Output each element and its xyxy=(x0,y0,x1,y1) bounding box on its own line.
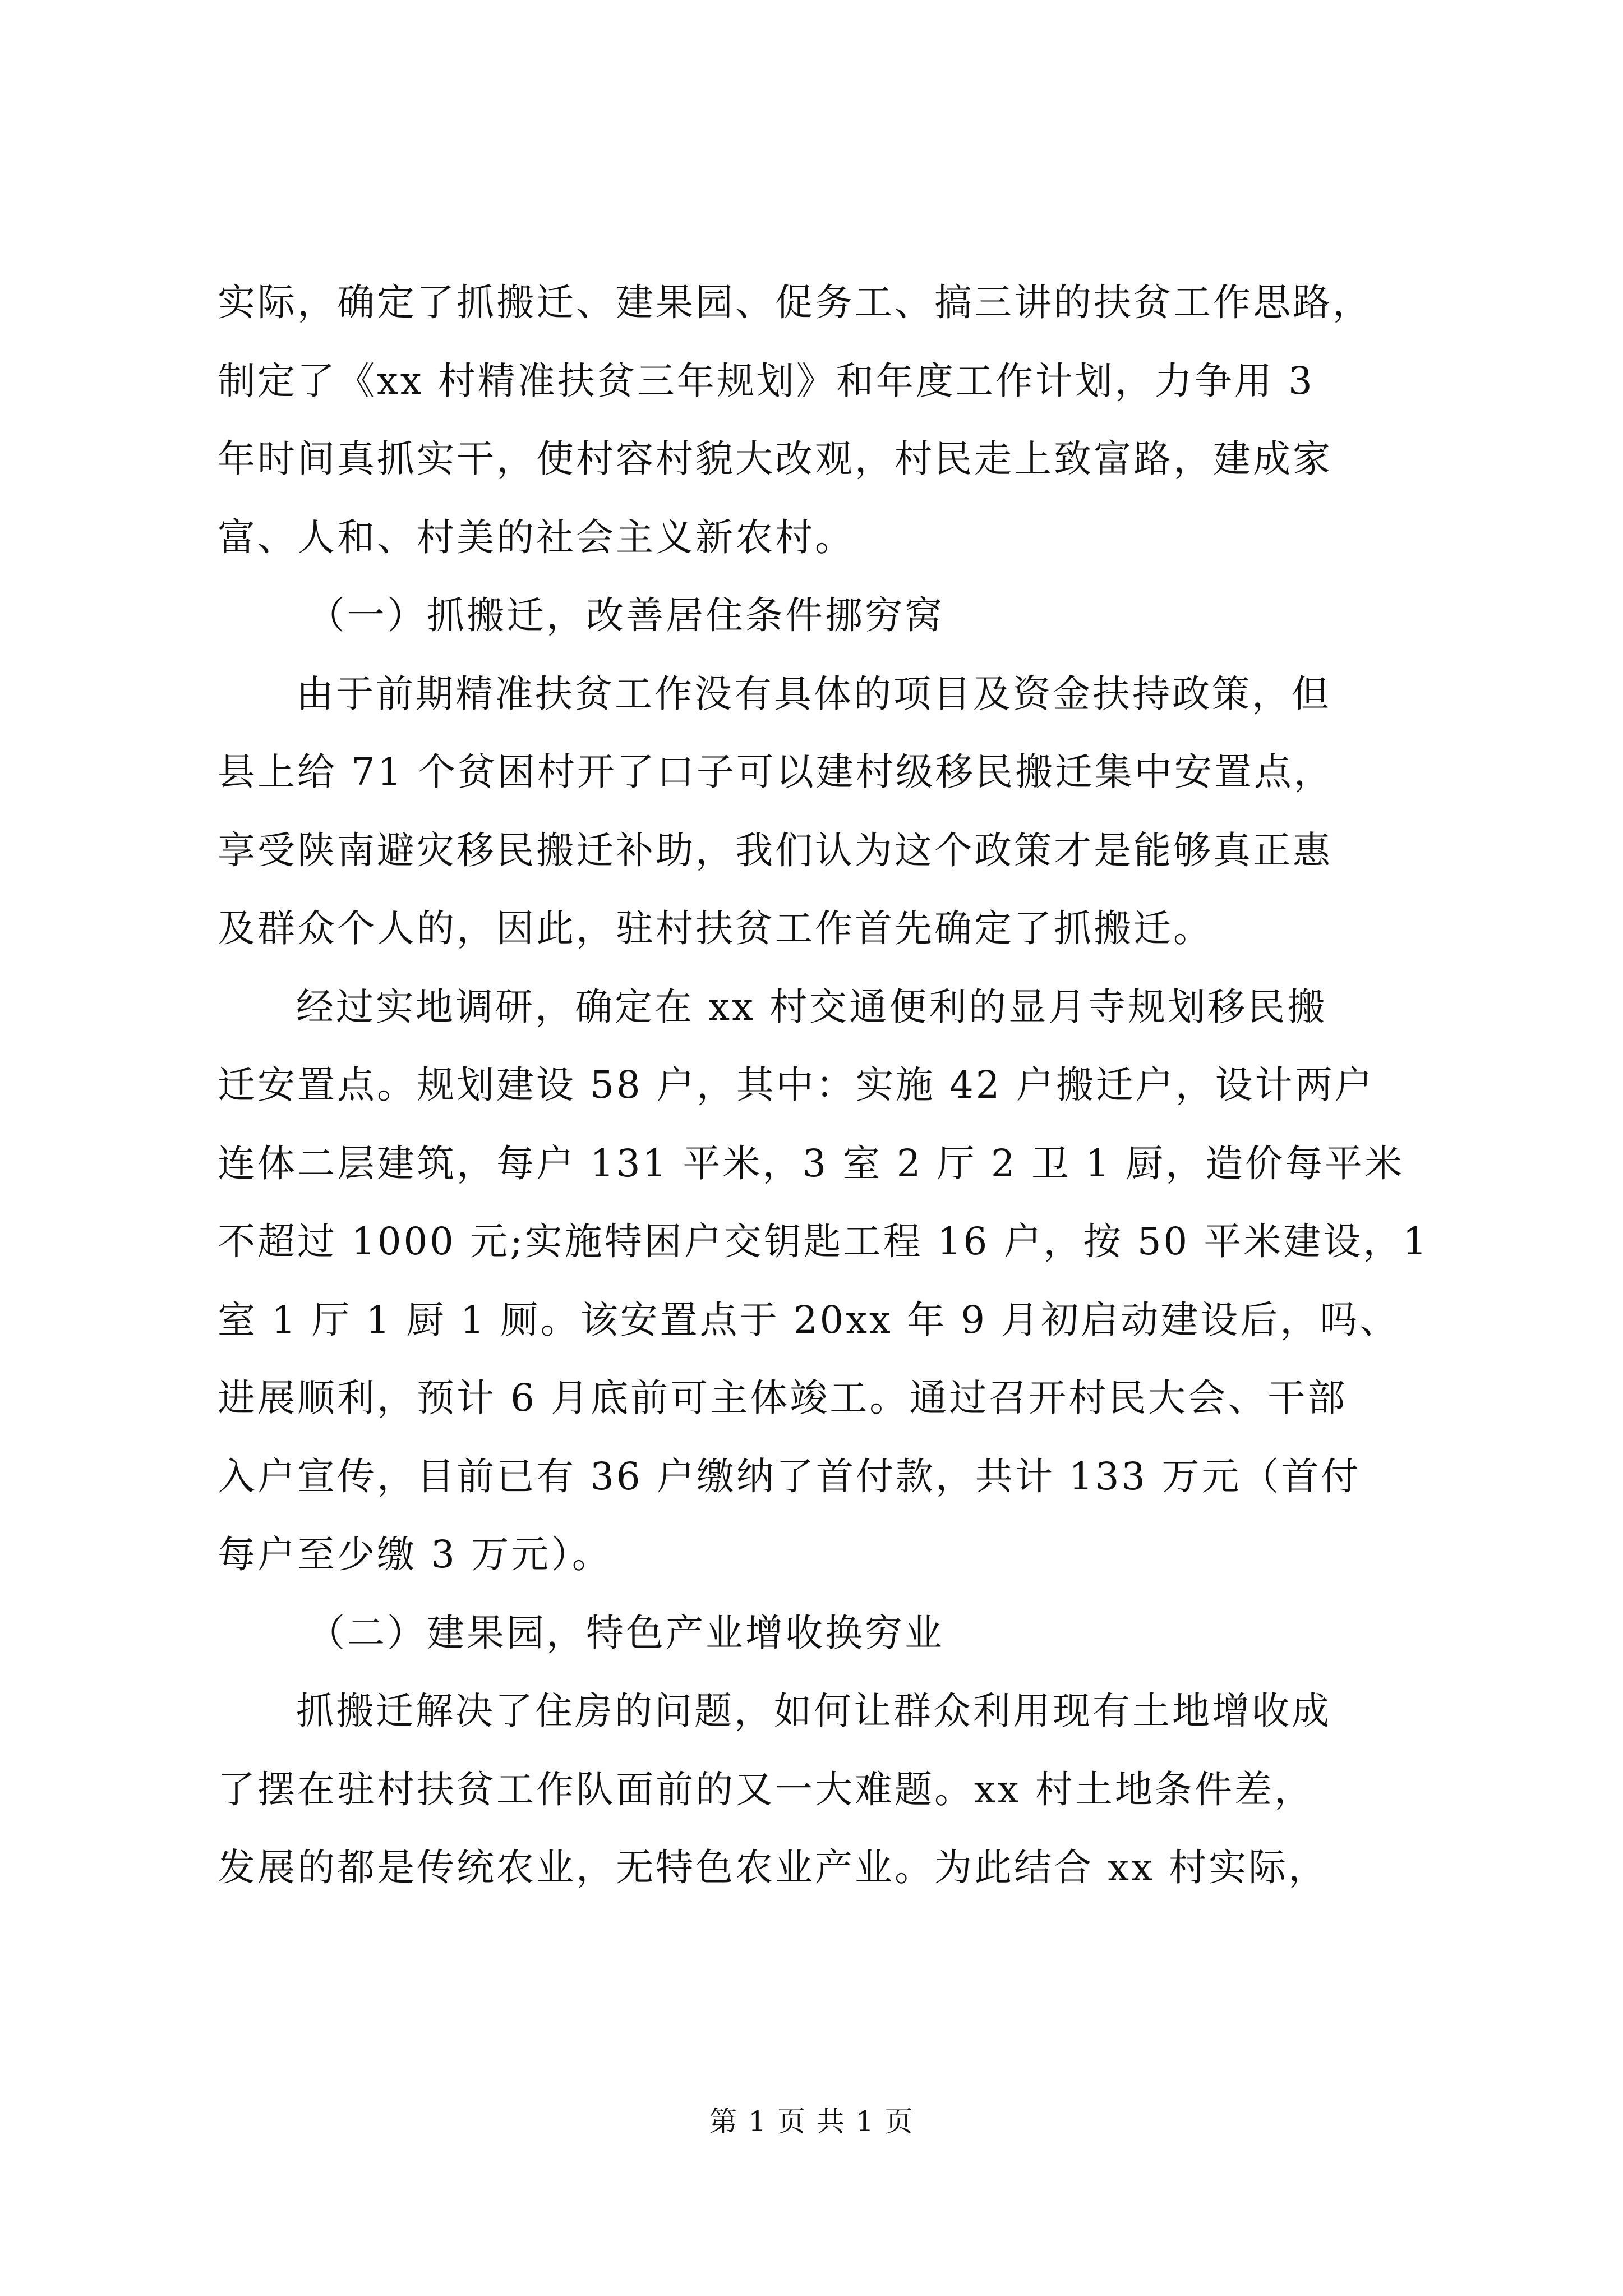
paragraph-line: 不超过 1000 元;实施特困户交钥匙工程 16 户，按 50 平米建设，1 xyxy=(218,1220,1430,1263)
paragraph-line: 年时间真抓实干，使村容村貌大改观，村民走上致富路，建成家 xyxy=(218,437,1332,481)
paragraph-line: 富、人和、村美的社会主义新农村。 xyxy=(218,515,855,559)
paragraph-line: 了摆在驻村扶贫工作队面前的又一大难题。xx 村土地条件差， xyxy=(218,1767,1314,1811)
paragraph-line: 实际，确定了抓搬迁、建果园、促务工、搞三讲的扶贫工作思路， xyxy=(218,280,1372,324)
paragraph-line: 由于前期精准扶贫工作没有具体的项目及资金扶持政策，但 xyxy=(296,671,1331,716)
paragraph-line: 发展的都是传统农业，无特色农业产业。为此结合 xx 村实际， xyxy=(218,1846,1329,1889)
paragraph-line: 室 1 厅 1 厨 1 厕。该安置点于 20xx 年 9 月初启动建设后，吗、 xyxy=(218,1297,1400,1342)
paragraph-line: 及群众个人的，因此，驻村扶贫工作首先确定了抓搬迁。 xyxy=(218,907,1213,950)
paragraph-line: 享受陕南避灾移民搬迁补助，我们认为这个政策才是能够真正惠 xyxy=(218,828,1332,872)
paragraph-line: 连体二层建筑，每户 131 平米，3 室 2 厅 2 卫 1 厨，造价每平米 xyxy=(218,1141,1405,1185)
paragraph-line: 迁安置点。规划建设 58 户，其中：实施 42 户搬迁户，设计两户 xyxy=(218,1063,1375,1107)
section-heading: （二）建果园，特色产业增收换穷业 xyxy=(307,1611,944,1655)
paragraph-line: 抓搬迁解决了住房的问题，如何让群众利用现有土地增收成 xyxy=(296,1689,1331,1733)
paragraph-line: 经过实地调研，确定在 xx 村交通便利的显月寺规划移民搬 xyxy=(296,984,1327,1029)
document-body xyxy=(218,264,1440,1907)
paragraph-line: 每户至少缴 3 万元）。 xyxy=(218,1533,612,1576)
paragraph-line: 进展顺利，预计 6 月底前可主体竣工。通过召开村民大会、干部 xyxy=(218,1376,1348,1420)
paragraph-line: 制定了《xx 村精准扶贫三年规划》和年度工作计划，力争用 3 xyxy=(218,358,1315,403)
page-footer xyxy=(0,2099,1623,2139)
section-heading: （一）抓搬迁，改善居住条件挪穷窝 xyxy=(307,593,944,637)
paragraph-line: 县上给 71 个贫困村开了口子可以建村级移民搬迁集中安置点， xyxy=(218,750,1334,794)
page-number-label: 第 1 页 共 1 页 xyxy=(709,2105,914,2138)
paragraph-line: 入户宣传，目前已有 36 户缴纳了首付款，共计 133 万元（首付 xyxy=(218,1454,1361,1498)
